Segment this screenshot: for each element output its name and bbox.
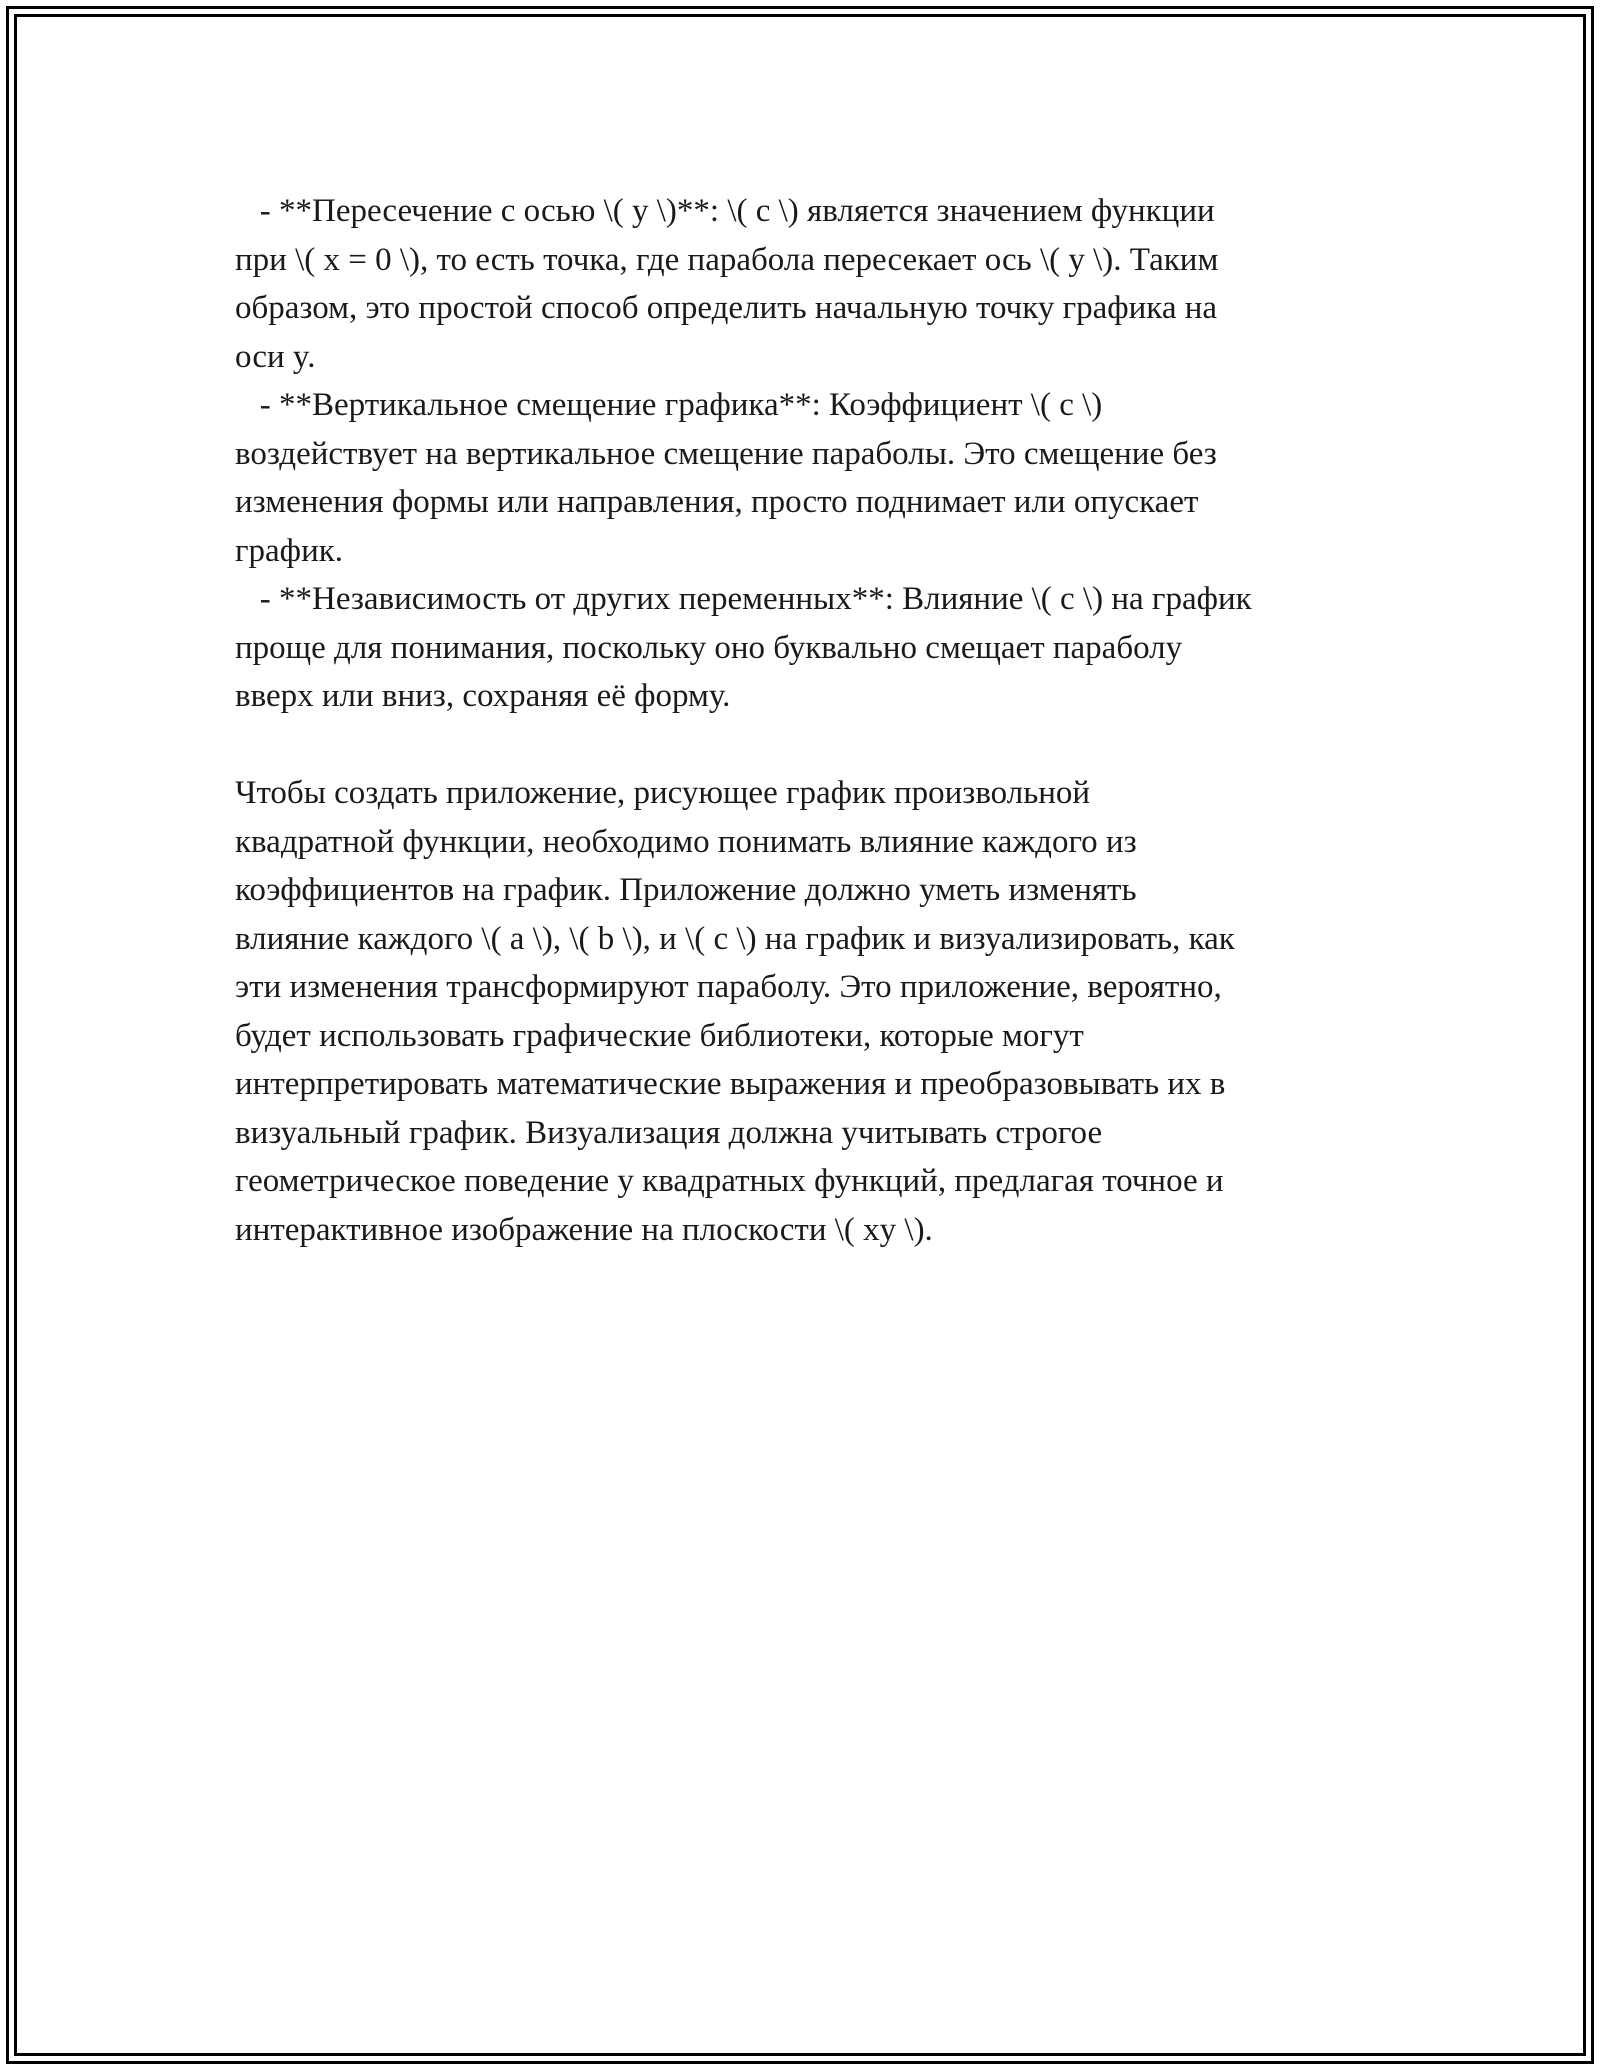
paragraph-spacer [235,721,1375,770]
text-line: геометрическое поведение у квадратных функций, предлагая точное и [235,1163,1224,1199]
text-line: коэффициентов на график. Приложение должно уметь изменять [235,872,1137,908]
text-line: Чтобы создать приложение, рисующее график произвольной [235,775,1091,811]
text-line: - **Независимость от других переменных**: Влияние \( c \) на график [235,581,1252,617]
text-line: интерактивное изображение на плоскости \( xy \). [235,1211,933,1248]
text-line: интерпретировать математические выражения и преобразовывать их в [235,1066,1226,1102]
text-line: изменения формы или направления, просто поднимает или опускает [235,484,1199,520]
text-line: график. [235,532,344,569]
text-line: воздействует на вертикальное смещение параболы. Это смещение без [235,435,1217,472]
bullet-vertical-shift [235,381,1375,575]
text-line: проще для понимания, поскольку оно буквально смещает параболу [235,629,1183,666]
bullet-intercept [235,187,1375,381]
document-body [235,187,1375,1254]
text-line: визуальный график. Визуализация должна учитывать строгое [235,1114,1103,1151]
text-line: образом, это простой способ определить начальную точку графика на [235,290,1218,326]
text-line: влияние каждого \( a \), \( b \), и \( c \) на график и визуализировать, как [235,920,1235,957]
text-line: эти изменения трансформируют параболу. Это приложение, вероятно, [235,969,1222,1005]
text-line: - **Вертикальное смещение графика**: Коэффициент \( c \) [235,387,1103,423]
text-line: квадратной функции, необходимо понимать влияние каждого из [235,823,1137,860]
bullet-independence [235,575,1375,721]
text-line: - **Пересечение с осью \( y \)**: \( c \) является значением функции [235,193,1215,229]
text-line: будет использовать графические библиотеки, которые могут [235,1017,1084,1054]
text-line: оси y. [235,338,316,375]
text-line: при \( x = 0 \), то есть точка, где парабола пересекает ось \( y \). Таким [235,241,1219,278]
text-line: вверх или вниз, сохраняя её форму. [235,678,731,714]
summary-paragraph [235,769,1375,1254]
